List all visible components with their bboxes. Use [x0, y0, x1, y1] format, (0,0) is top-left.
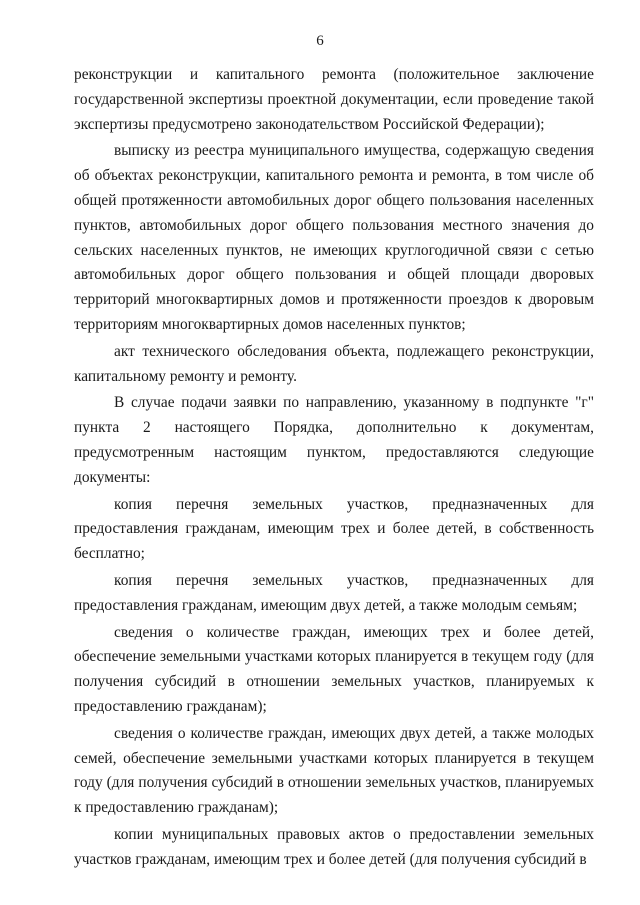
page-number: 6 [316, 33, 324, 49]
paragraph-registry-extract: выписку из реестра муниципального имущества, содержащую сведения об объектах реконструкции, капитального ремонта и ремонта, в том числе об общей протяженности автомобильных дорог общего пользования населенных пунктов, автомобильных дорог общего пользования местного значения до сельских населенных пунктов, не имеющих круглогодичной связи с сетью автомобильных дорог общего пользования и общей площади дворовых территорий многоквартирных домов и протяженности проездов к дворовым территориям многоквартирных домов населенных пунктов; [74, 142, 594, 333]
paragraph-municipal-acts: копии муниципальных правовых актов о предоставлении земельных участков гражданам, имеющим трех и более детей (для получения субсидий в [74, 825, 594, 868]
paragraph-land-list-large-families: копия перечня земельных участков, предназначенных для предоставления гражданам, имеющим трех и более детей, в собственность бесплатно; [74, 495, 594, 563]
paragraph-count-large-families: сведения о количестве граждан, имеющих трех и более детей, обеспечение земельными участками которых планируется в текущем году (для получения субсидий в отношении земельных участков, планируемых к предоставлению гражданам); [74, 623, 594, 715]
paragraph-additional-documents: В случае подачи заявки по направлению, указанному в подпункте "г" пункта 2 настоящего Порядка, дополнительно к документам, предусмотренным настоящим пунктом, предоставляются следующие документы: [74, 394, 594, 486]
paragraph-continuation: реконструкции и капитального ремонта (положительное заключение государственной экспертизы проектной документации, если проведение такой экспертизы предусмотрено законодательством Российской Федерации); [74, 66, 594, 133]
paragraph-inspection-act: акт технического обследования объекта, подлежащего реконструкции, капитальному ремонту и ремонту. [74, 342, 594, 385]
document-body [74, 63, 594, 875]
paragraph-land-list-young-families: копия перечня земельных участков, предназначенных для предоставления гражданам, имеющим двух детей, а также молодым семьям; [74, 571, 594, 614]
paragraph-count-two-children: сведения о количестве граждан, имеющих двух детей, а также молодых семей, обеспечение земельными участками которых планируется в текущем году (для получения субсидий в отношении земельных участков, планируемых к предоставлению гражданам); [74, 724, 594, 817]
